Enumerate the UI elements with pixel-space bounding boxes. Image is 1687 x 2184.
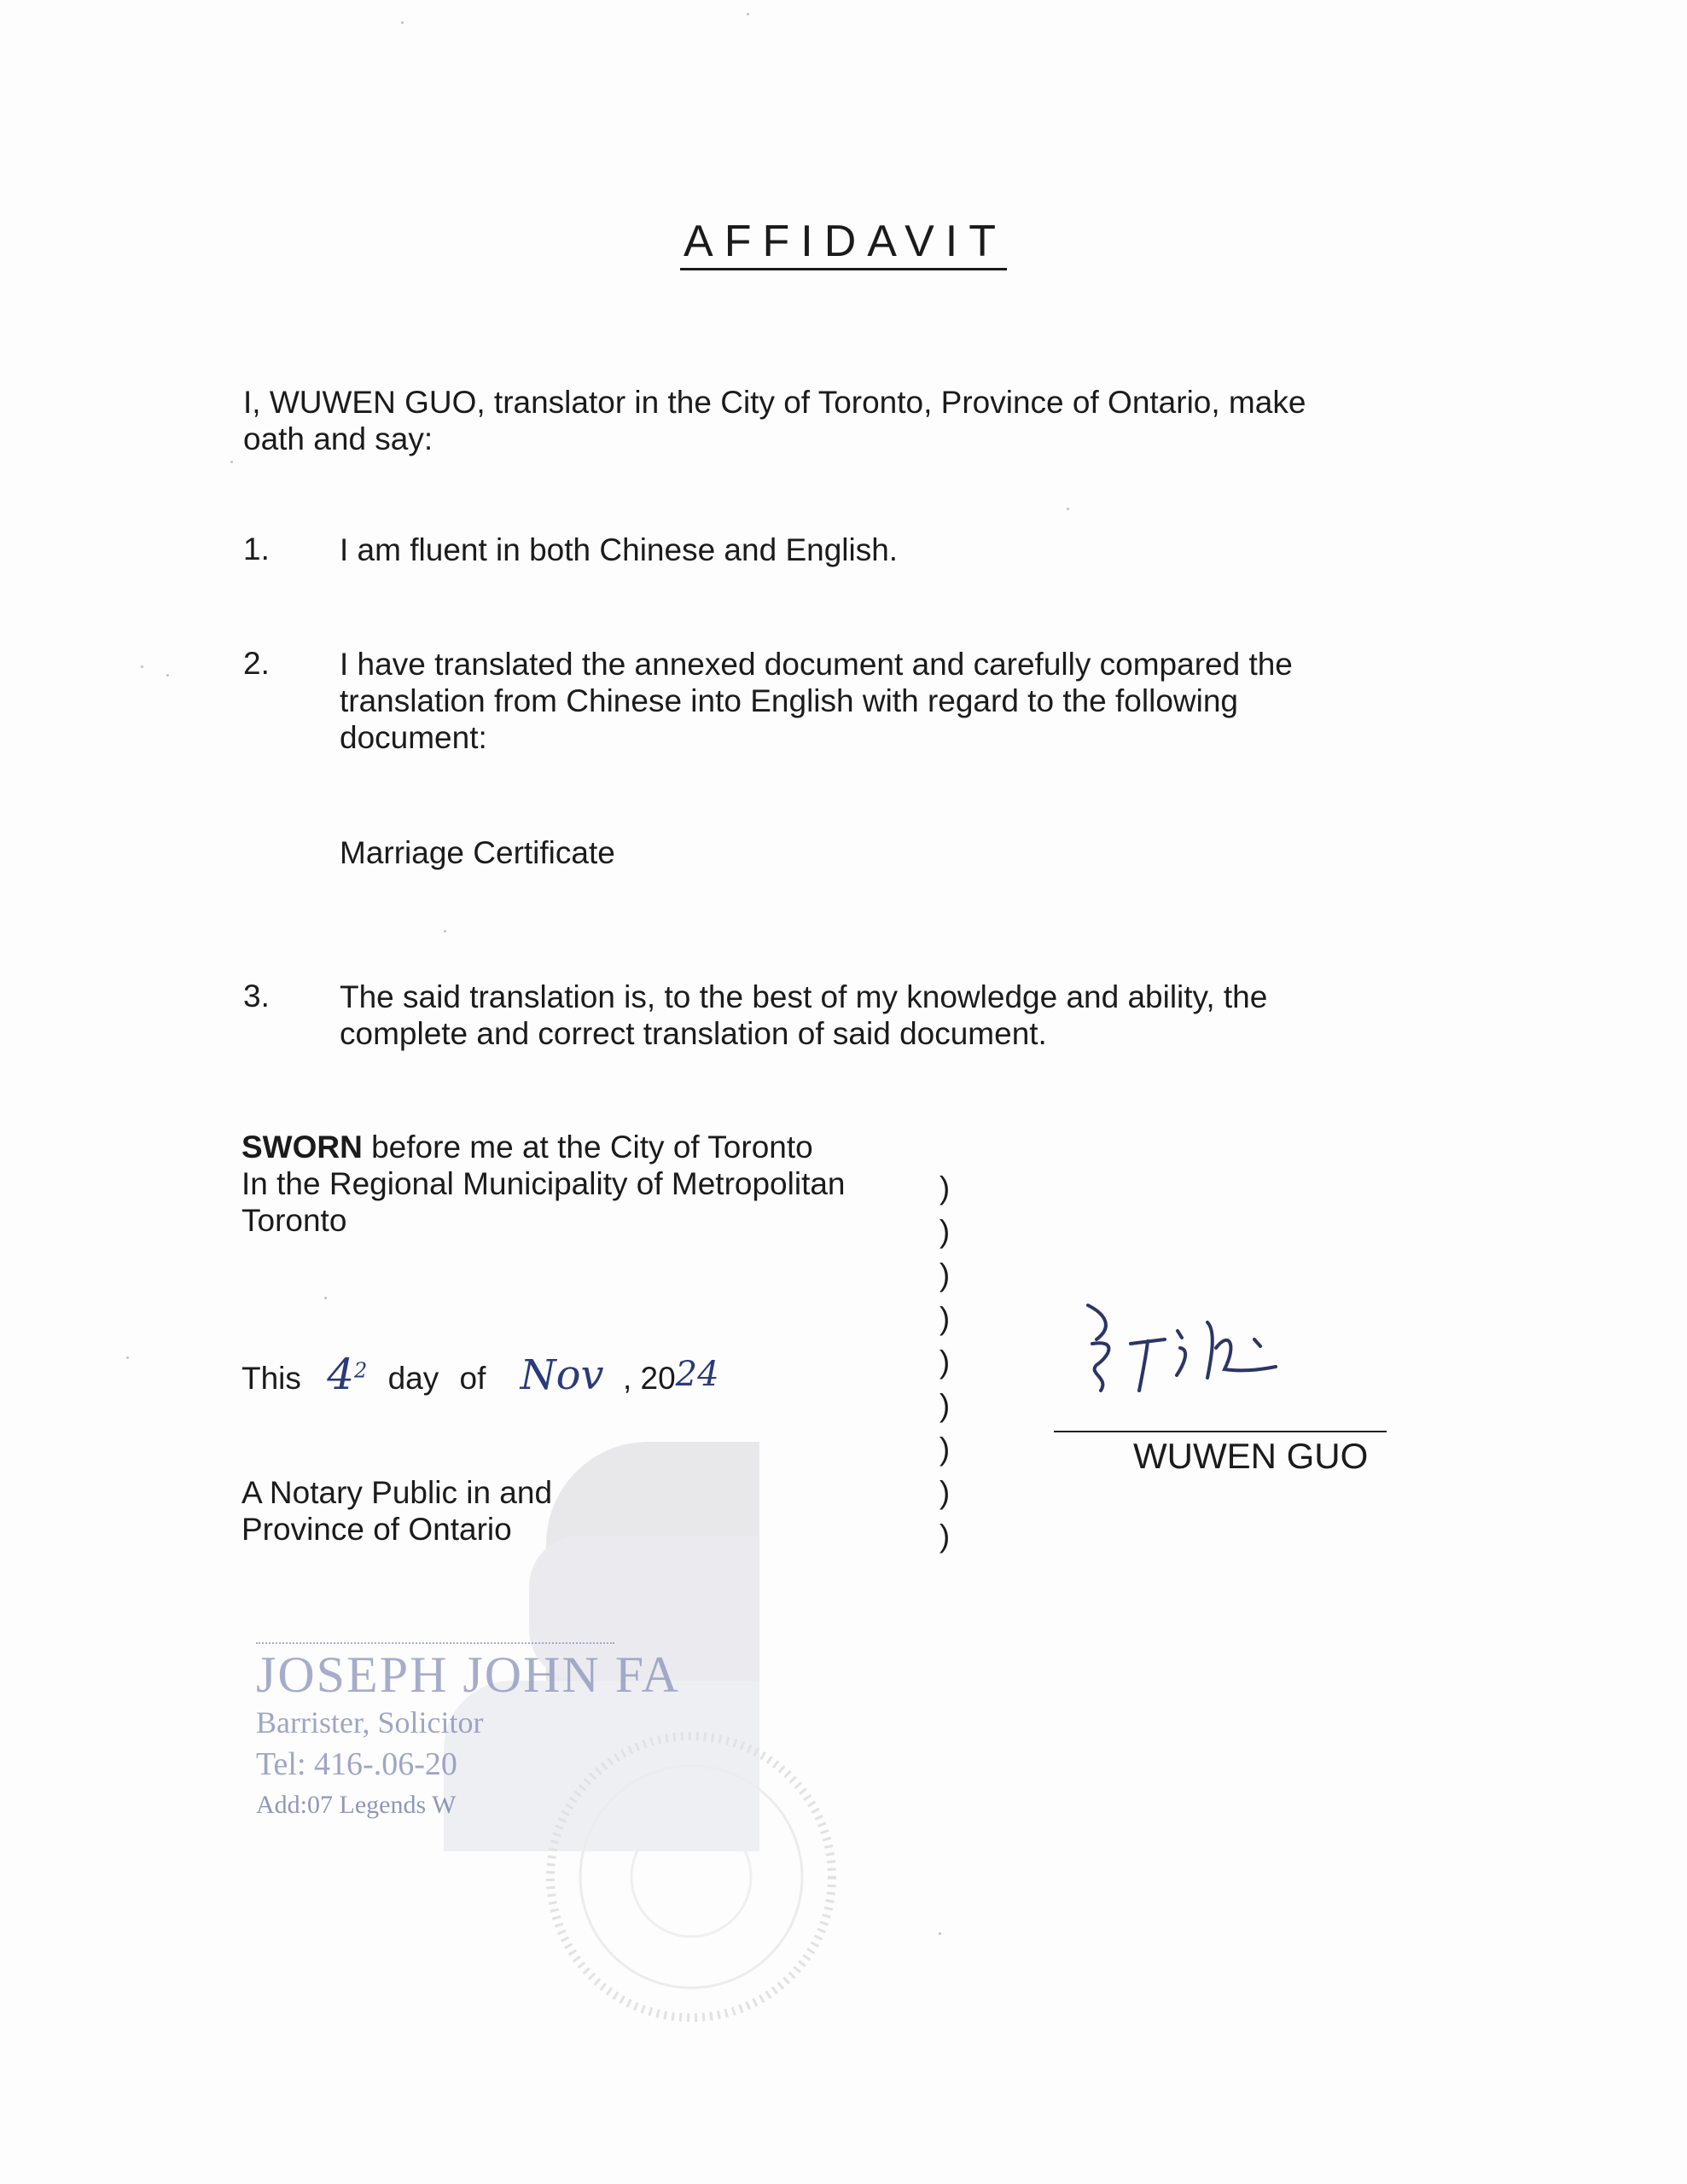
item-1-text: I am fluent in both Chinese and English. xyxy=(340,532,899,567)
handwritten-year: 24 xyxy=(675,1355,719,1394)
intro-line-2: oath and say: xyxy=(243,421,433,456)
handwritten-day: 4 xyxy=(327,1350,354,1399)
parentheses-column: ) ) ) ) ) ) ) ) ) xyxy=(939,1170,951,1554)
signature-line xyxy=(1054,1431,1387,1432)
sworn-block: SWORN before me at the City of Toronto In the Regional Municipality of Metropolitan Toronto xyxy=(241,1130,846,1238)
item-1-number: 1. xyxy=(243,531,270,566)
intro-line-1: I, WUWEN GUO, translator in the City of Toronto, Province of Ontario, make xyxy=(243,385,1306,420)
signature-image xyxy=(1071,1297,1301,1408)
date-line: This $4^2$ day of Nov , 2024 xyxy=(241,1350,719,1399)
signer-name: WUWEN GUO xyxy=(1133,1436,1369,1476)
sworn-word: SWORN xyxy=(241,1130,363,1165)
stamp-line-4: Add:07 Legends W xyxy=(256,1791,457,1819)
stamp-line-2: Barrister, Solicitor xyxy=(256,1705,484,1740)
intro-paragraph xyxy=(243,384,1438,457)
handwritten-month: Nov xyxy=(520,1351,604,1399)
document-name: Marriage Certificate xyxy=(340,835,615,870)
embossed-seal xyxy=(512,1723,870,2030)
item-3-number: 3. xyxy=(243,979,270,1014)
item-2-number: 2. xyxy=(243,646,270,681)
stamp-line-3: Tel: 416-.06-20 xyxy=(256,1746,457,1782)
item-3-text: The said translation is, to the best of my knowledge and ability, the complete and correct translation of said document. xyxy=(340,979,1268,1051)
notary-block: A Notary Public in and Province of Ontario xyxy=(241,1475,553,1547)
stamp-line-1: JOSEPH JOHN FA xyxy=(256,1647,680,1703)
item-2-text: I have translated the annexed document and carefully compared the translation from Chinese into English with regard to the following document: xyxy=(340,647,1293,755)
document-title: AFFIDAVIT xyxy=(0,216,1687,267)
